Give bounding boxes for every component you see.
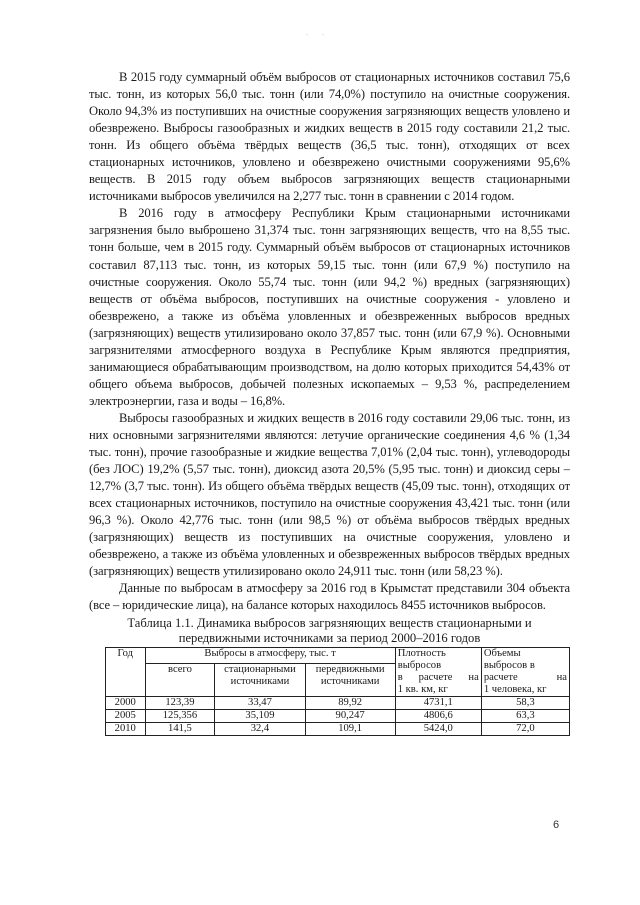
cell-total: 123,39 xyxy=(145,696,215,709)
header-stationary: стационарными источниками xyxy=(215,664,305,696)
header-emissions-group: Выбросы в атмосферу, тыс. т xyxy=(145,647,395,664)
main-content xyxy=(89,69,570,736)
cell-density: 4731,1 xyxy=(395,696,481,709)
emissions-table xyxy=(105,647,570,736)
header-mobile: передвижными источниками xyxy=(305,664,395,696)
cell-mobile: 109,1 xyxy=(305,722,395,735)
page-number: 6 xyxy=(553,819,560,831)
cell-total: 125,356 xyxy=(145,709,215,722)
cell-year: 2000 xyxy=(106,696,146,709)
header-total: всего xyxy=(145,664,215,696)
cell-stationary: 35,109 xyxy=(215,709,305,722)
paragraph-krymstat-data: Данные по выбросам в атмосферу за 2016 год в Крымстат представили 304 объекта (все – юридические лица), на балансе которых находилось 8455 источников выбросов. xyxy=(89,581,570,613)
cell-per-capita: 72,0 xyxy=(481,722,569,735)
table-caption-line-1: Таблица 1.1. Динамика выбросов загрязняющих веществ стационарными и xyxy=(127,615,532,630)
paragraph-2016-emissions: В 2016 году в атмосферу Республики Крым стационарными источниками загрязнения было выброшено 31,374 тыс. тонн загрязняющих веществ, что на 8,55 тыс. тонн больше, чем в 2015 году. Суммарный объём выбросов от стационарных источников составил 87,113 тыс. тонн, из которых 59,15 тыс. тонн (или 67,9 %) поступило на очистные сооружения. Около 55,74 тыс. тонн (или 94,2 %) вредных (загрязняющих) веществ от объёма выбросов, поступивших на очистные сооружения - уловлено и обезврежено, а также из объёма уловленных и обезвреженных выбросов вредных (загрязняющих) веществ утилизировано около 37,857 тыс. тонн (или 67,9 %). Основными загрязнителями атмосферного воздуха в Республике Крым являются предприятия, занимающиеся обрабатывающим производством, на долю которых приходится 54,43% от общего объема выбросов, добычей полезных ископаемых – 9,53 %, распределением электроэнергии, газа и воды – 16,8%. xyxy=(89,206,570,408)
header-per-capita: Объемы выбросов в расчете на 1 человека, кг xyxy=(481,647,569,696)
cell-year: 2010 xyxy=(106,722,146,735)
table-caption xyxy=(89,616,570,646)
cell-density: 5424,0 xyxy=(395,722,481,735)
header-year: Год xyxy=(106,647,146,696)
table-row xyxy=(106,709,570,722)
paragraph-gas-liquid-substances: Выбросы газообразных и жидких веществ в 2016 году составили 29,06 тыс. тонн, из них основными загрязнителями являются: летучие органические соединения 4,6 % (1,34 тыс. тонн), прочие газообразные и жидкие вещества 7,01% (2,04 тыс. тонн), углеводороды (без ЛОС) 19,2% (5,57 тыс. тонн), диоксид азота 20,5% (5,95 тыс. тонн) и диоксид серы –12,7% (3,7 тыс. тонн). Из общего объёма твёрдых веществ (45,09 тыс. тонн), отходящих от всех стационарных источников, поступило на очистные сооружения 43,421 тыс. тонн (или 96,3 %). Около 42,776 тыс. тонн (или 98,5 %) от объёма выбросов твёрдых вредных (загрязняющих) веществ из поступивших на очистные сооружения, уловлено и обезврежено, а также из объёма уловленных и обезвреженных выбросов твёрдых вредных (загрязняющих) веществ утилизировано около 24,911 тыс. тонн (или 58,23 %). xyxy=(89,410,570,579)
cell-total: 141,5 xyxy=(145,722,215,735)
cell-mobile: 90,247 xyxy=(305,709,395,722)
paragraph-2015-emissions: В 2015 году суммарный объём выбросов от стационарных источников составил 75,6 тыс. тонн, из которых 56,0 тыс. тонн (или 74,0%) поступило на очистные сооружения. Около 94,3% из поступивших на очистные сооружения загрязняющих веществ уловлено и обезврежено. Выбросы газообразных и жидких веществ в 2015 году составили 21,2 тыс. тонн. Из общего объёма твёрдых веществ (36,5 тыс. тонн), отходящих от всех стационарных источников, уловлено и обезврежено очистными сооружениями 95,6% веществ. В 2015 году объем выбросов загрязняющих веществ стационарными источниками выбросов увеличился на 2,277 тыс. тонн в сравнении с 2014 годом. xyxy=(89,70,570,204)
header-density: Плотность выбросов в расчете на 1 кв. км, кг xyxy=(395,647,481,696)
cell-per-capita: 58,3 xyxy=(481,696,569,709)
cell-stationary: 33,47 xyxy=(215,696,305,709)
cell-density: 4806,6 xyxy=(395,709,481,722)
table-caption-line-2: передвижными источниками за период 2000–2016 годов xyxy=(178,630,481,645)
table-header-row-1 xyxy=(106,647,570,664)
cell-mobile: 89,92 xyxy=(305,696,395,709)
cell-stationary: 32,4 xyxy=(215,722,305,735)
scan-marks: . . xyxy=(306,28,330,37)
cell-year: 2005 xyxy=(106,709,146,722)
cell-per-capita: 63,3 xyxy=(481,709,569,722)
table-row xyxy=(106,722,570,735)
table-row xyxy=(106,696,570,709)
